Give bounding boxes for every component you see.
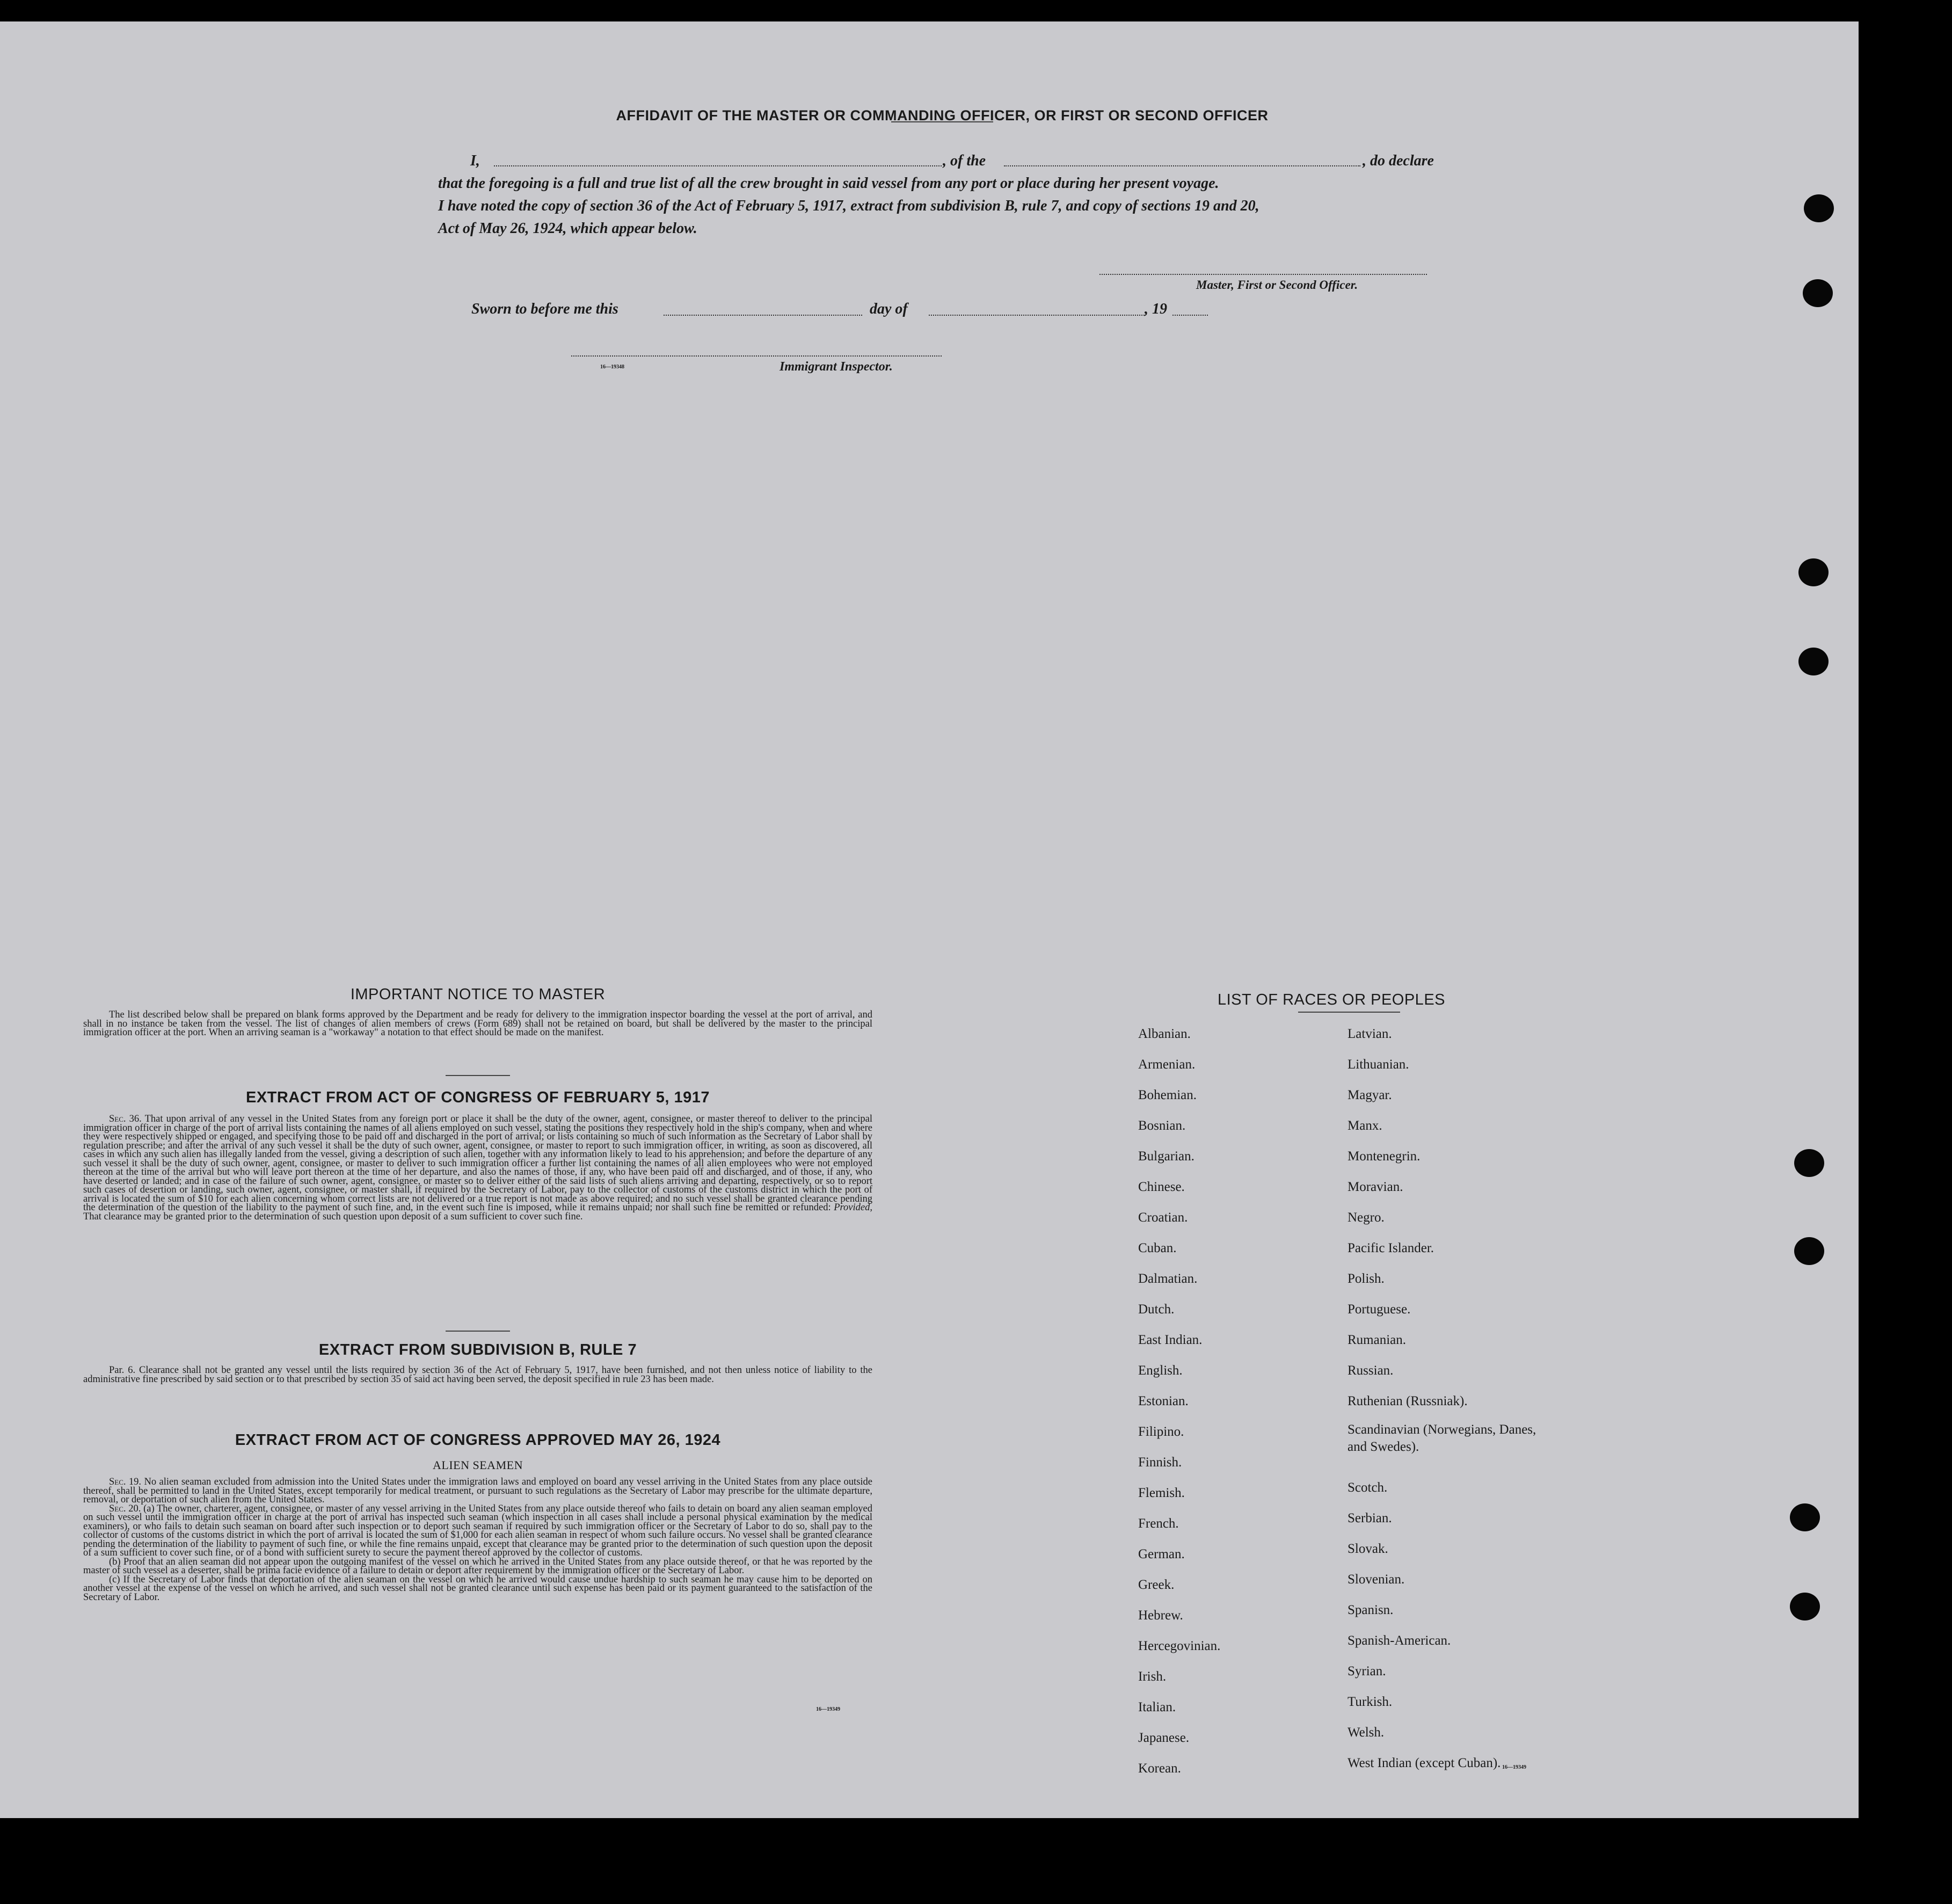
race-item: Bosnian. bbox=[1138, 1118, 1186, 1133]
extract-1924-body bbox=[83, 1478, 872, 1602]
race-item: Pacific Islander. bbox=[1348, 1241, 1434, 1255]
title-divider bbox=[891, 121, 993, 122]
race-item: French. bbox=[1138, 1516, 1179, 1531]
binder-hole-icon bbox=[1798, 558, 1829, 586]
race-item: Dalmatian. bbox=[1138, 1271, 1198, 1286]
section-divider bbox=[446, 1331, 510, 1332]
race-item: Croatian. bbox=[1138, 1210, 1188, 1225]
binder-hole-icon bbox=[1804, 194, 1834, 222]
race-item: Spanish-American. bbox=[1348, 1633, 1451, 1648]
affidavit-line-2: that the foregoing is a full and true list of all the crew brought in said vessel from any port or place during her present voyage. bbox=[438, 175, 1219, 192]
extract-1917-title: EXTRACT FROM ACT OF CONGRESS OF FEBRUARY 5, 1917 bbox=[245, 1089, 710, 1106]
race-item: Chinese. bbox=[1138, 1180, 1185, 1194]
inspector-caption: Immigrant Inspector. bbox=[780, 360, 893, 374]
signature-caption: Master, First or Second Officer. bbox=[1196, 278, 1358, 292]
name-field[interactable] bbox=[494, 165, 942, 166]
section-20a-text: (a) The owner, charterer, agent, consignee, or master of any vessel arriving in the United States from any place outside thereof who fails to detain on board any alien seaman employed on such vessel until the immigration officer in charge at the port of arrival has inspected such seaman (which inspection in all cases shall include a personal physical examination by the medical examiners), or who fails to detain such seaman on board after such inspection or to deport such seaman if required by such immigration officer or the Secretary of Labor to do so, shall pay to the collector of customs of the customs district in which the port of arrival is located the sum of $1,000 for each alien seaman in respect of whom such failure occurs. No vessel shall be granted clearance pending the determination of the liability to payment of such fine, or while the fine remains unpaid, except that clearance may be granted prior to the determination of such question upon the deposit of a sum sufficient to cover such fine, or of a bond with sufficient surety to secure the payment thereof approved by the collector of customs. bbox=[83, 1503, 873, 1558]
race-item: Finnish. bbox=[1138, 1455, 1182, 1470]
race-item: Hercegovinian. bbox=[1138, 1639, 1221, 1653]
section-20c-text: (c) If the Secretary of Labor finds that deportation of the alien seaman on the vessel on which he arrived would cause undue hardship to such seaman he may cause him to be deported on another vessel at the expense of the vessel on which he arrived, and such vessel shall not be granted clearance until such expense has been paid or its payment guaranteed to the satisfaction of the Secretary of Labor. bbox=[83, 1574, 872, 1603]
signature-field[interactable] bbox=[1099, 274, 1427, 275]
sworn-label: Sworn to before me this bbox=[471, 301, 618, 317]
race-item: Slovak. bbox=[1348, 1542, 1388, 1556]
section-20a-paragraph bbox=[83, 1505, 872, 1558]
race-item: Bulgarian. bbox=[1138, 1149, 1194, 1164]
inspector-signature-field[interactable] bbox=[571, 355, 942, 357]
race-item: Filipino. bbox=[1138, 1425, 1184, 1439]
binder-hole-icon bbox=[1794, 1149, 1824, 1177]
race-item: Scotch. bbox=[1348, 1480, 1388, 1495]
section-19-text: No alien seaman excluded from admission into the United States under the immigration laws and employed on board any vessel arriving in the United States from any place outside thereof, shall be permitted to land in the United States, except temporarily for medical treatment, or pursuant to such regulations as the Secretary of Labor may prescribe for the ultimate departure, removal, or deportation of such alien from the United States. bbox=[83, 1477, 872, 1505]
notice-text: The list described below shall be prepared on blank forms approved by the Department and be ready for delivery to the immigration inspector boarding the vessel at the port of arrival, and shall in no instance be taken from the vessel. The list of changes of alien members of crews (Form 689) shall not be retained on board, but shall be delivered by the master to the principal immigration officer at the port. When an arriving seaman is a "workaway" a notation to that effect should be made on the manifest. bbox=[83, 1009, 872, 1038]
race-item: Negro. bbox=[1348, 1210, 1385, 1225]
form-number: 16—19349 bbox=[1502, 1764, 1526, 1770]
race-item: German. bbox=[1138, 1547, 1185, 1561]
race-item: Irish. bbox=[1138, 1669, 1167, 1684]
race-item: Spanisn. bbox=[1348, 1603, 1394, 1617]
binder-hole-icon bbox=[1798, 648, 1829, 675]
race-item: Slovenian. bbox=[1348, 1572, 1405, 1587]
race-item: Armenian. bbox=[1138, 1057, 1196, 1072]
binder-hole-icon bbox=[1790, 1593, 1820, 1620]
race-item: Cuban. bbox=[1138, 1241, 1177, 1255]
section-19-label: Sec. 19. bbox=[109, 1477, 142, 1487]
affidavit-line-4: Act of May 26, 1924, which appear below. bbox=[438, 220, 697, 237]
race-item: Syrian. bbox=[1348, 1664, 1386, 1678]
race-item: East Indian. bbox=[1138, 1333, 1203, 1347]
sworn-month-field[interactable] bbox=[929, 315, 1145, 316]
section-divider bbox=[446, 1075, 510, 1076]
race-item: Rumanian. bbox=[1348, 1333, 1407, 1347]
binder-hole-icon bbox=[1794, 1237, 1824, 1265]
race-item: Lithuanian. bbox=[1348, 1057, 1409, 1072]
races-title: LIST OF RACES OR PEOPLES bbox=[1217, 991, 1446, 1008]
races-title-divider bbox=[1298, 1012, 1400, 1013]
race-item: Manx. bbox=[1348, 1118, 1382, 1133]
section-36-text: That upon arrival of any vessel in the United States from any foreign port or place it shall be the duty of the owner, agent, consignee, or master thereof to deliver to the principal immigration officer in charge of the port of arrival lists containing the names of all aliens employed on such vessel, stating the positions they respectively hold in the ship's company, when and where they were respectively shipped or engaged, and specifying those to be paid off and discharged in the port of arrival; or lists containing so much of such information as the Secretary of Labor shall by regulation prescribe; and after the arrival of any such vessel it shall be the duty of such owner, agent, consignee, or master to report to such immigration officer, in writing, as soon as discovered, all cases in which any such alien has illegally landed from the vessel, giving a description of such alien, together with any information likely to lead to his apprehension; and before the departure of any such vessel it shall be the duty of such owner, agent, consignee, or master to deliver to such immigration officer a further list containing the names of all alien employees who were not employed thereon at the time of the arrival but who will leave port thereon at the time of her departure, and also the names of those, if any, who have been paid off and discharged, and of those, if any, who have deserted or landed; and in case of the failure of such owner, agent, consignee, or master so to deliver either of the said lists of such aliens arriving and departing, respectively, or so to report such cases of desertion or landing, such owner, agent, consignee, or master shall, if required by the Secretary of Labor, pay to the collector of customs of the customs district in which the port of arrival is located the sum of $10 for each alien concerning whom correct lists are not delivered or a true report is not made as above required; and no such vessel shall be granted clearance pending the determination of the question of the liability to the payment of such fine, and, in the event such fine is imposed, while it remains unpaid; nor shall such fine be remitted or refunded: bbox=[83, 1114, 873, 1213]
race-item: Polish. bbox=[1348, 1271, 1385, 1286]
manifest-sheet bbox=[0, 21, 1859, 1818]
race-item: Montenegrin. bbox=[1348, 1149, 1421, 1164]
race-item: Scandinavian (Norwegians, Danes, and Swedes). bbox=[1348, 1422, 1536, 1454]
race-item: Moravian. bbox=[1348, 1180, 1403, 1194]
form-number: 16—19349 bbox=[816, 1706, 840, 1712]
sworn-day-field[interactable] bbox=[664, 315, 862, 316]
affidavit-title: AFFIDAVIT OF THE MASTER OR COMMANDING OFFICER, OR FIRST OR SECOND OFFICER bbox=[616, 107, 1269, 123]
extract-rule7-title: EXTRACT FROM SUBDIVISION B, RULE 7 bbox=[318, 1341, 637, 1358]
section-19-paragraph bbox=[83, 1478, 872, 1505]
affidavit-line-1 bbox=[470, 152, 480, 170]
race-item: West Indian (except Cuban). bbox=[1348, 1756, 1501, 1770]
sworn-year-field[interactable] bbox=[1172, 315, 1208, 316]
section-20-label: Sec. 20. bbox=[109, 1503, 141, 1514]
i-label: I, bbox=[470, 152, 480, 169]
race-item: Greek. bbox=[1138, 1578, 1175, 1592]
race-item: Japanese. bbox=[1138, 1731, 1190, 1745]
race-item: Serbian. bbox=[1348, 1511, 1392, 1525]
race-item: English. bbox=[1138, 1363, 1183, 1378]
race-item: Hebrew. bbox=[1138, 1608, 1183, 1623]
par-6-text: Par. 6. Clearance shall not be granted any vessel until the lists required by section 36 of the Act of February 5, 1917, have been furnished, and not then unless notice of liability to the administrative fine prescribed by said section or to that prescribed by section 35 of said act having been served, the deposit specified in rule 23 has been made. bbox=[83, 1365, 872, 1385]
race-item: Portuguese. bbox=[1348, 1302, 1411, 1317]
provided-text: That clearance may be granted prior to the determination of such question upon deposit of a sum sufficient to cover such fine. bbox=[83, 1211, 583, 1222]
race-item: Ruthenian (Russniak). bbox=[1348, 1394, 1468, 1408]
binder-hole-icon bbox=[1790, 1503, 1820, 1531]
race-item: Latvian. bbox=[1348, 1027, 1392, 1041]
affidavit-line-3: I have noted the copy of section 36 of the Act of February 5, 1917, extract from subdivision B, rule 7, and copy of sections 19 and 20, bbox=[438, 198, 1259, 214]
section-20b-text: (b) Proof that an alien seaman did not appear upon the outgoing manifest of the vessel on which he arrived in the United States from any place outside thereof, or that he was reported by the master of such vessel as a deserter, shall be prima facie evidence of a failure to detain or deport after requirement by the immigration officer or the Secretary of Labor. bbox=[83, 1556, 872, 1576]
binder-hole-icon bbox=[1803, 279, 1833, 307]
extract-1924-title: EXTRACT FROM ACT OF CONGRESS APPROVED MAY 26, 1924 bbox=[235, 1431, 721, 1449]
race-item: Flemish. bbox=[1138, 1486, 1185, 1500]
race-item: Albanian. bbox=[1138, 1027, 1191, 1041]
race-item: Korean. bbox=[1138, 1761, 1181, 1776]
section-36-label: Sec. 36. bbox=[109, 1114, 142, 1124]
day-of-label: day of bbox=[870, 301, 908, 317]
race-item: Welsh. bbox=[1348, 1725, 1385, 1740]
race-item: Estonian. bbox=[1138, 1394, 1189, 1408]
race-item: Dutch. bbox=[1138, 1302, 1175, 1317]
race-item: Turkish. bbox=[1348, 1695, 1393, 1709]
race-item: Russian. bbox=[1348, 1363, 1394, 1378]
race-item: Italian. bbox=[1138, 1700, 1176, 1714]
alien-seamen-subtitle: ALIEN SEAMEN bbox=[433, 1458, 523, 1472]
provided-label: Provided, bbox=[834, 1202, 872, 1213]
extract-rule7-body bbox=[83, 1366, 872, 1384]
section-36-paragraph bbox=[83, 1115, 872, 1221]
race-item: Bohemian. bbox=[1138, 1088, 1197, 1102]
notice-title: IMPORTANT NOTICE TO MASTER bbox=[350, 986, 606, 1003]
extract-1917-body bbox=[83, 1115, 872, 1221]
of-the-label: , of the bbox=[943, 152, 986, 169]
race-item: Magyar. bbox=[1348, 1088, 1392, 1102]
vessel-field[interactable] bbox=[1004, 165, 1360, 166]
notice-body bbox=[83, 1011, 872, 1037]
form-number: 16—19348 bbox=[600, 364, 624, 370]
year-label: , 19 bbox=[1145, 301, 1167, 317]
do-declare-label: , do declare bbox=[1363, 152, 1434, 169]
